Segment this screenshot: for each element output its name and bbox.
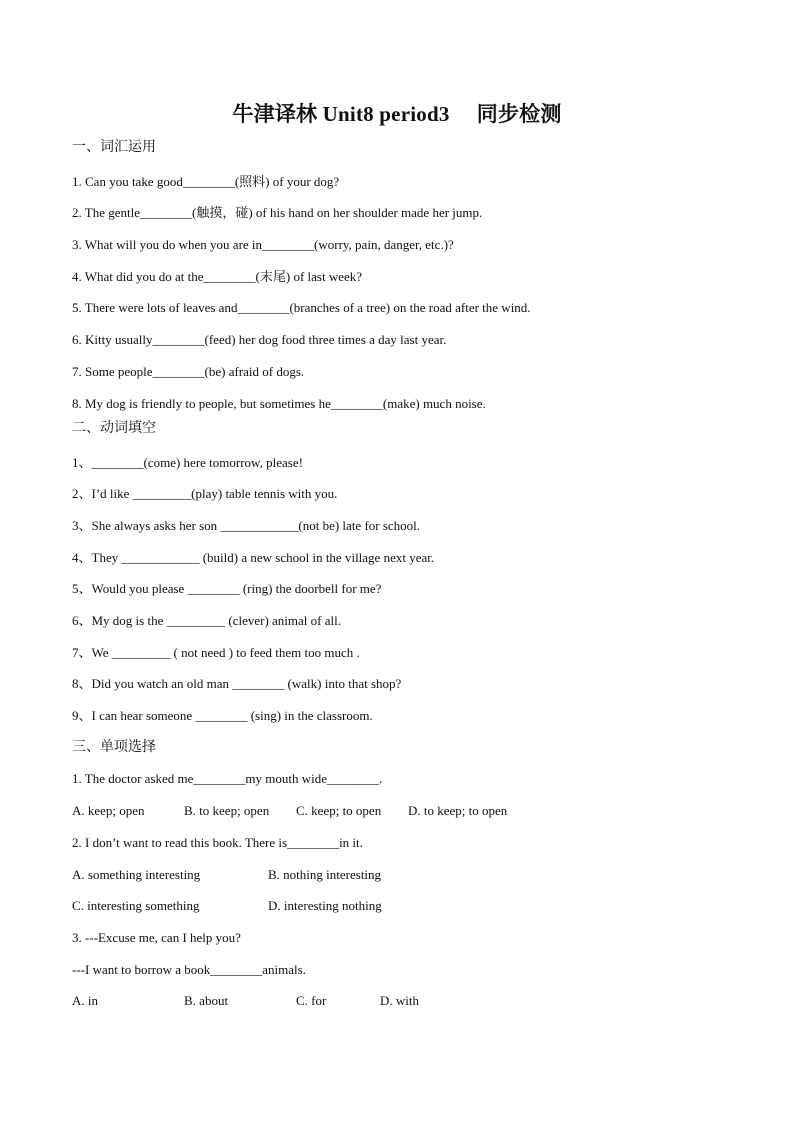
option-a: A. in — [72, 993, 98, 1008]
question-line: 6. Kitty usually________(feed) her dog food three times a day last year. — [72, 332, 447, 347]
question-stem: 2. I don’t want to read this book. There is________in it. — [72, 835, 363, 850]
option-d: D. with — [380, 993, 419, 1008]
option-d: D. interesting nothing — [268, 898, 382, 913]
option-a: A. something interesting — [72, 867, 201, 882]
question-stem: 3. ---Excuse me, can I help you? — [72, 930, 241, 945]
question-line: 1、________(come) here tomorrow, please! — [72, 455, 303, 470]
page-title: 牛津译林 Unit8 period3 同步检测 — [232, 102, 562, 126]
question-line: 3. What will you do when you are in________(worry, pain, danger, etc.)? — [72, 237, 454, 252]
question-line: 8. My dog is friendly to people, but sometimes he________(make) much noise. — [72, 396, 486, 411]
question-line: 5. There were lots of leaves and________(branches of a tree) on the road after the wind. — [72, 300, 531, 315]
option-b: B. nothing interesting — [268, 867, 382, 882]
section-heading-vocabulary: 一、词汇运用 — [72, 140, 156, 155]
question-line: 2. The gentle________(触摸，碰) of his hand on her shoulder made her jump. — [72, 205, 483, 220]
question-line: 5、Would you please ________ (ring) the doorbell for me? — [72, 581, 382, 596]
section-heading-verb-fill: 二、动词填空 — [72, 421, 156, 436]
option-b: B. to keep; open — [184, 803, 270, 818]
question-line: 3、She always asks her son ____________(not be) late for school. — [72, 518, 421, 533]
question-line: 4、They ____________ (build) a new school in the village next year. — [72, 550, 435, 565]
question-line: 4. What did you do at the________(末尾) of last week? — [72, 269, 363, 284]
option-c: C. keep; to open — [296, 803, 382, 818]
question-stem: 1. The doctor asked me________my mouth wide________. — [72, 771, 383, 786]
question-line: 2、I’d like _________(play) table tennis with you. — [72, 486, 338, 501]
option-b: B. about — [184, 993, 229, 1008]
question-line: 1. Can you take good________(照料) of your dog? — [72, 174, 340, 189]
option-d: D. to keep; to open — [408, 803, 508, 818]
question-line: 7. Some people________(be) afraid of dogs. — [72, 364, 305, 379]
section-heading-multiple-choice: 三、单项选择 — [72, 740, 156, 755]
option-a: A. keep; open — [72, 803, 145, 818]
option-c: C. for — [296, 993, 327, 1008]
question-line: 8、Did you watch an old man ________ (walk) into that shop? — [72, 676, 402, 691]
question-stem: ---I want to borrow a book________animals. — [72, 962, 306, 977]
question-line: 6、My dog is the _________ (clever) animal of all. — [72, 613, 341, 628]
question-line: 9、I can hear someone ________ (sing) in the classroom. — [72, 708, 373, 723]
question-line: 7、We _________ ( not need ) to feed them too much . — [72, 645, 360, 660]
option-c: C. interesting something — [72, 898, 200, 913]
